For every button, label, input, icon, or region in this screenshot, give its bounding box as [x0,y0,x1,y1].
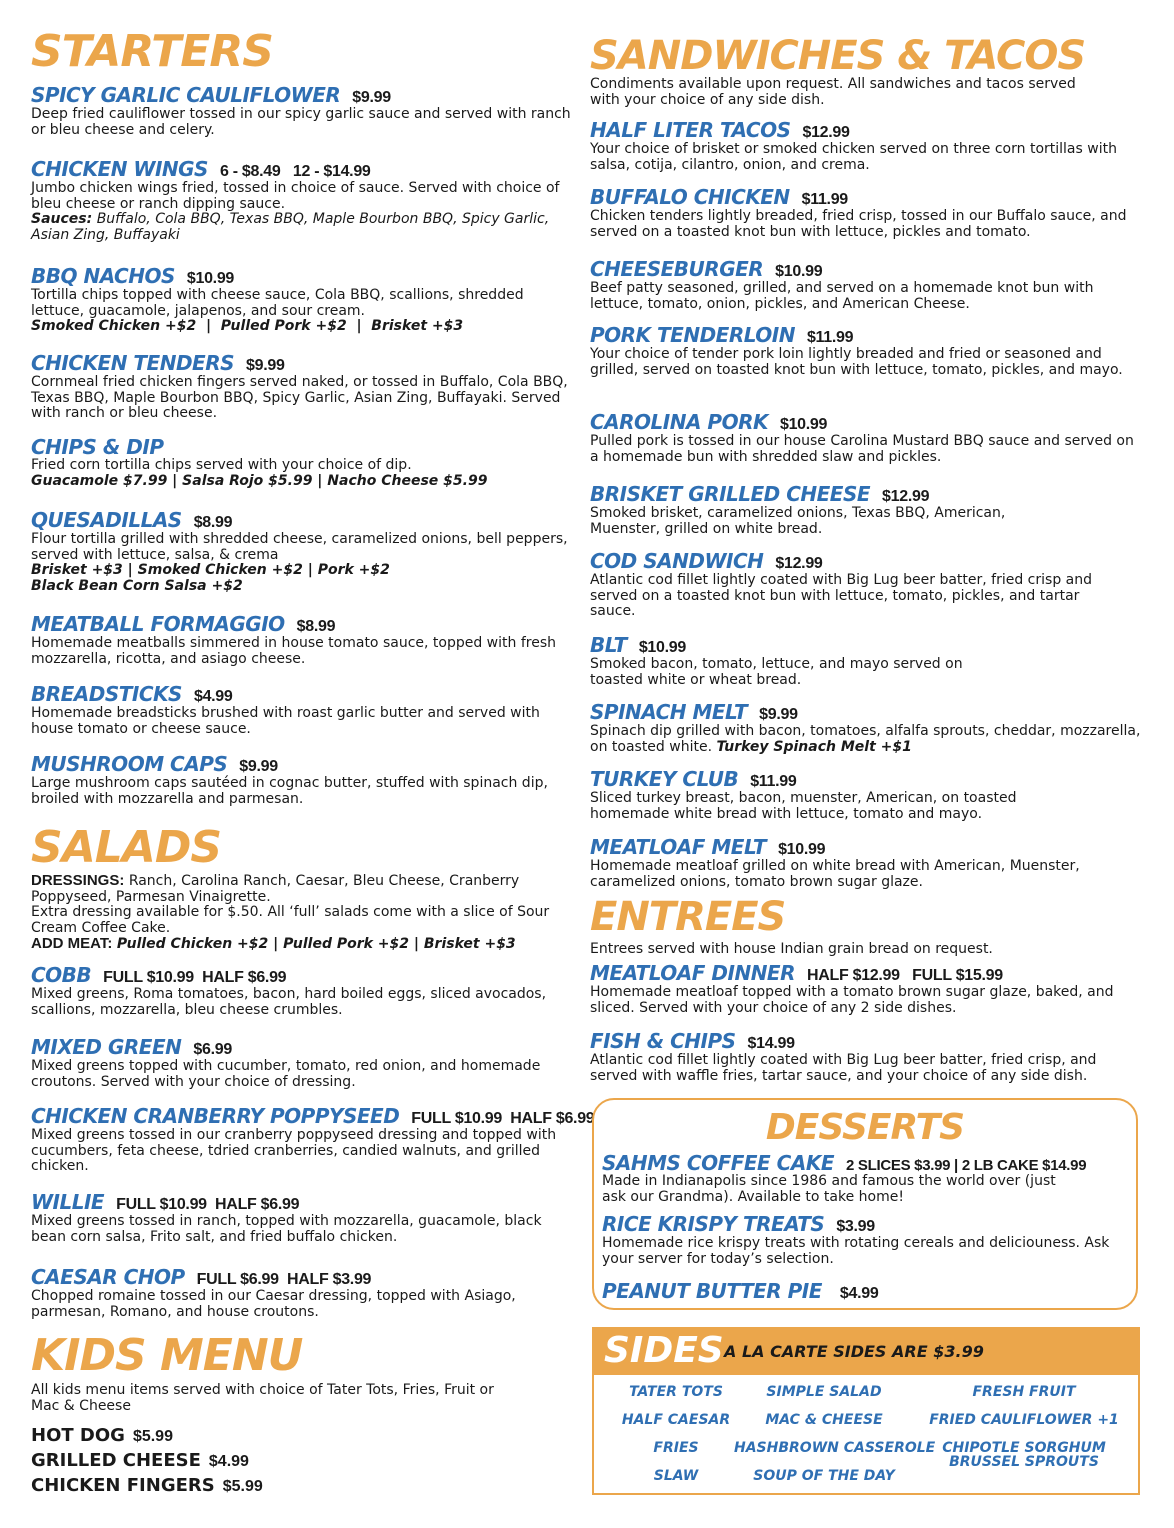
salad-item [31,1191,579,1245]
kids-item [31,1475,263,1496]
item-desc: Your choice of tender pork loin lightly breaded and fried or seasoned and grilled, served on toasted knot bun with lettuce, tomato, pickles, and mayo. [590,346,1123,378]
item-price: $10.99 [775,263,823,280]
item-price: $4.99 [193,688,233,705]
item-desc: Flour tortilla grilled with shredded cheese, caramelized onions, bell peppers, served with lettuce, salsa, & crema [31,531,568,563]
item-desc: Mixed greens topped with cucumber, tomato, red onion, and homemade croutons. Served with your choice of dressing. [31,1058,541,1090]
kids-item [31,1450,249,1471]
sandwiches-note: Condiments available upon request. All sandwiches and tacos served with your choice of any side dish. [590,76,1076,108]
item-price: $12.99 [775,555,823,572]
item-desc-wrap [590,724,1146,755]
item-name: MEATBALL FORMAGGIO [31,612,285,636]
item-desc: Tortilla chips topped with cheese sauce, Cola BBQ, scallions, shredded lettuce, guacamole, jalapenos, and sour cream. [31,287,524,319]
dessert-item [602,1152,1126,1205]
salad-item [31,1036,579,1090]
item-price: $9.99 [352,89,391,106]
side-item: SOUP OF THE DAY [753,1468,895,1484]
sides-box [592,1327,1140,1495]
dressings-list: Ranch, Carolina Ranch, Caesar, Bleu Cheese, Cranberry Poppyseed, Parmesan Vinaigrette. [31,873,520,905]
starter-item [31,753,579,807]
item-desc: Homemade meatloaf grilled on white bread with American, Muenster, caramelized onions, tomato brown sugar glaze. [590,858,1080,890]
item-price: $11.99 [806,329,854,346]
starter-item [31,613,579,667]
side-item: SIMPLE SALAD [766,1384,882,1400]
starter-item [31,683,579,737]
item-addon-2: Black Bean Corn Salsa +$2 [31,577,243,594]
sauces-list: Buffalo, Cola BBQ, Texas BBQ, Maple Bourbon BBQ, Spicy Garlic, Asian Zing, Buffayaki [31,211,550,243]
item-price: FULL $6.99 HALF $3.99 [196,1271,372,1288]
side-item: FRESH FRUIT [972,1384,1076,1400]
starter-item [31,158,579,243]
kids-item-price: $5.99 [222,1478,263,1495]
item-desc: Jumbo chicken wings fried, tossed in choice of sauce. Served with choice of bleu cheese or ranch dipping sauce. [31,180,560,212]
salads-title: SALADS [31,822,222,873]
item-name: WILLIE [31,1190,105,1214]
sandwich-item [590,550,1146,620]
entrees-note: Entrees served with house Indian grain bread on request. [590,941,993,957]
salad-dressings [31,873,579,953]
sandwiches-title: SANDWICHES & TACOS [590,33,1086,79]
item-name: SPINACH MELT [590,700,748,724]
entree-item [590,962,1146,1016]
item-desc: Beef patty seasoned, grilled, and served on a homemade knot bun with lettuce, tomato, onion, pickles, and American Cheese. [590,280,1094,312]
item-price: HALF $12.99 FULL $15.99 [807,967,1003,984]
kids-item-name: HOT DOG [31,1425,125,1446]
kids-item [31,1425,173,1446]
sides-header [594,1329,1138,1375]
item-desc: Deep fried cauliflower tossed in our spicy garlic sauce and served with ranch or bleu cheese and celery. [31,106,571,138]
item-desc: Chicken tenders lightly breaded, fried crisp, tossed in our Buffalo sauce, and served on a toasted knot bun with lettuce, pickles and tomato. [590,208,1127,240]
item-price: $10.99 [186,270,235,287]
item-price: 2 SLICES $3.99 | 2 LB CAKE $14.99 [846,1157,1087,1174]
item-name: MUSHROOM CAPS [31,752,228,776]
sandwich-item [590,768,1146,822]
item-desc: Mixed greens tossed in ranch, topped with mozzarella, guacamole, black bean corn salsa, Frito salt, and fried buffalo chicken. [31,1213,542,1245]
sandwich-item [590,324,1146,378]
item-price: 6 - $8.49 12 - $14.99 [219,163,371,180]
sandwich-item [590,186,1146,240]
kids-item-name: GRILLED CHEESE [31,1450,201,1471]
item-name: MEATLOAF MELT [590,835,767,859]
item-desc: Atlantic cod fillet lightly coated with Big Lug beer batter, fried crisp, and served with waffle fries, tartar sauce, and your choice of any side dish. [590,1052,1097,1084]
side-item: TATER TOTS [629,1384,723,1400]
starter-item [31,352,579,422]
item-price: $10.99 [638,639,686,656]
item-price: $11.99 [750,773,797,790]
side-item: FRIED CAULIFLOWER +1 [929,1412,1119,1428]
item-name: HALF LITER TACOS [590,118,791,142]
item-name: QUESADILLAS [31,508,182,532]
sandwich-item [590,119,1146,173]
sandwich-item [590,258,1146,312]
item-desc: Smoked brisket, caramelized onions, Texas BBQ, American, Muenster, grilled on white bread. [590,505,1006,537]
side-item: BRUSSEL SPROUTS [949,1454,1099,1470]
starters-title: STARTERS [31,26,273,77]
salad-item [31,964,579,1018]
item-desc: Made in Indianapolis since 1986 and famous the world over (just ask our Grandma). Available to take home! [602,1173,1056,1205]
item-name: CHICKEN CRANBERRY POPPYSEED [31,1104,400,1128]
item-name: BREADSTICKS [31,682,182,706]
item-name: CHEESEBURGER [590,257,764,281]
item-name: CAESAR CHOP [31,1265,185,1289]
sandwich-item [590,701,1146,755]
sauces-label: Sauces: [31,211,93,227]
item-price: FULL $10.99 HALF $6.99 [411,1110,595,1127]
side-item: SLAW [653,1468,699,1484]
starter-item [31,436,579,489]
item-desc: Smoked bacon, tomato, lettuce, and mayo served on toasted white or wheat bread. [590,656,963,688]
item-name: SPICY GARLIC CAULIFLOWER [31,83,341,107]
sandwich-item [590,836,1146,890]
item-name: BRISKET GRILLED CHEESE [590,482,871,506]
item-desc: Large mushroom caps sautéed in cognac butter, stuffed with spinach dip, broiled with mozzarella and parmesan. [31,775,548,807]
item-desc: Homemade meatloaf topped with a tomato brown sugar glaze, baked, and sliced. Served with your choice of any 2 side dishes. [590,984,1114,1016]
item-name: CHIPS & DIP [31,435,164,459]
side-item: HASHBROWN CASSEROLE [734,1440,936,1456]
salad-item [31,1266,579,1320]
item-name: MEATLOAF DINNER [590,961,795,985]
dessert-item [602,1213,1126,1267]
item-price: $12.99 [802,124,850,141]
item-price: $6.99 [193,1041,232,1058]
entrees-title: ENTREES [590,894,786,940]
item-name: TURKEY CLUB [590,767,739,791]
item-price: $11.99 [801,191,848,208]
item-name: PORK TENDERLOIN [590,323,795,347]
item-price: $4.99 [839,1285,879,1302]
sandwich-item [590,411,1146,465]
item-name: CHICKEN WINGS [31,157,208,181]
kids-item-price: $4.99 [208,1453,249,1470]
starter-item [31,265,579,335]
item-name: FISH & CHIPS [590,1029,736,1053]
item-price: FULL $10.99 HALF $6.99 [103,969,287,986]
dressings-note: Extra dressing available for $.50. All ‘full’ salads come with a slice of Sour Cream Coffee Cake. [31,904,550,936]
add-meat-options: Pulled Chicken +$2 | Pulled Pork +$2 | Brisket +$3 [116,936,516,952]
item-desc: Fried corn tortilla chips served with your choice of dip. [31,457,412,473]
sauces-line [31,212,579,243]
item-name: BUFFALO CHICKEN [590,185,790,209]
side-item: HALF CAESAR [621,1412,731,1428]
item-desc: Spinach dip grilled with bacon, tomatoes, alfalfa sprouts, cheddar, mozzarella, on toasted white. [590,723,1141,755]
sandwich-item [590,634,1146,688]
item-desc: Mixed greens, Roma tomatoes, bacon, hard boiled eggs, sliced avocados, scallions, mozzarella, bleu cheese crumbles. [31,986,547,1018]
item-price: $10.99 [778,841,826,858]
item-desc: Homemade breadsticks brushed with roast garlic butter and served with house tomato or cheese sauce. [31,705,540,737]
sides-subtitle: A LA CARTE SIDES ARE $3.99 [724,1342,984,1361]
item-name: COD SANDWICH [590,549,764,573]
item-name: RICE KRISPY TREATS [602,1212,825,1236]
item-price: $8.99 [193,514,233,531]
item-addon: Guacamole $7.99 | Salsa Rojo $5.99 | Nacho Cheese $5.99 [31,472,488,489]
item-desc: Mixed greens tossed in our cranberry poppyseed dressing and topped with cucumbers, feta cheese, tdried cranberries, candied walnuts, and grilled chicken. [31,1127,557,1174]
item-price: $9.99 [239,758,278,775]
sandwich-item [590,483,1146,537]
side-item: CHIPOTLE SORGHUM [942,1440,1106,1456]
kids-item-name: CHICKEN FINGERS [31,1475,215,1496]
kids-item-price: $5.99 [132,1428,173,1445]
dessert-item [602,1280,1126,1303]
item-addon: Brisket +$3 | Smoked Chicken +$2 | Pork +$2 [31,562,390,578]
item-price: $8.99 [296,618,336,635]
item-addon: Smoked Chicken +$2 | Pulled Pork +$2 | Brisket +$3 [31,318,464,334]
entree-item [590,1030,1146,1084]
item-name: CAROLINA PORK [590,410,768,434]
item-name: PEANUT BUTTER PIE [602,1279,822,1303]
item-price: $3.99 [836,1218,875,1235]
starter-item [31,84,579,138]
item-desc: Chopped romaine tossed in our Caesar dressing, topped with Asiago, parmesan, Romano, and house croutons. [31,1288,516,1320]
item-name: SAHMS COFFEE CAKE [602,1151,834,1175]
item-desc: Homemade meatballs simmered in house tomato sauce, topped with fresh mozzarella, ricotta, and asiago cheese. [31,635,556,667]
item-addon: Turkey Spinach Melt +$1 [716,738,912,755]
item-desc: Your choice of brisket or smoked chicken served on three corn tortillas with salsa, cotija, cilantro, onion, and crema. [590,141,1117,173]
item-price: $9.99 [759,706,798,723]
dressings-label: DRESSINGS: [31,872,125,889]
item-price: $10.99 [779,416,828,433]
item-name: BBQ NACHOS [31,264,175,288]
item-price: $12.99 [882,488,930,505]
item-desc: Sliced turkey breast, bacon, muenster, American, on toasted homemade white bread with lettuce, tomato and mayo. [590,790,1017,822]
starter-item [31,509,579,594]
item-name: CHICKEN TENDERS [31,351,235,375]
item-price: $14.99 [747,1035,795,1052]
side-item: FRIES [653,1440,699,1456]
add-meat-label: ADD MEAT: [31,935,113,952]
kids-note: All kids menu items served with choice of Tater Tots, Fries, Fruit or Mac & Cheese [31,1382,494,1414]
kids-title: KIDS MENU [31,1330,303,1381]
side-item: MAC & CHEESE [765,1412,883,1428]
item-desc: Pulled pork is tossed in our house Carolina Mustard BBQ sauce and served on a homemade bun with shredded slaw and pickles. [590,433,1134,465]
desserts-title: DESSERTS [765,1107,965,1148]
sides-title: SIDES [604,1330,724,1371]
salad-item [31,1104,595,1175]
item-name: MIXED GREEN [31,1035,182,1059]
item-price: $9.99 [246,357,285,374]
item-desc: Atlantic cod fillet lightly coated with Big Lug beer batter, fried crisp and served on a toasted knot bun with lettuce, tomato, pickles, and tartar sauce. [590,572,1092,619]
item-desc: Homemade rice krispy treats with rotating cereals and deliciouness. Ask your server for today’s selection. [602,1235,1110,1267]
item-price: FULL $10.99 HALF $6.99 [116,1196,300,1213]
item-name: BLT [590,633,627,657]
desserts-box [592,1098,1138,1310]
item-desc: Cornmeal fried chicken fingers served naked, or tossed in Buffalo, Cola BBQ, Texas BBQ, Maple Bourbon BBQ, Spicy Garlic, Asian Zing, Buffayaki. Served with ranch or bleu cheese. [31,374,568,421]
item-name: COBB [31,963,92,987]
